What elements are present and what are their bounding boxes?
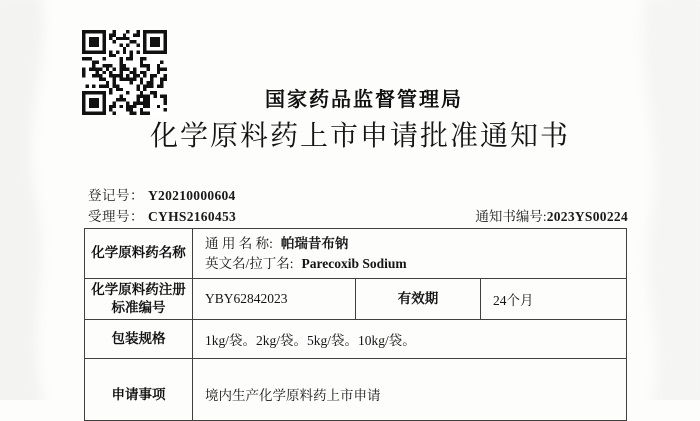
notice-number-line — [475, 205, 628, 225]
acceptance-value: CYHS2160453 — [148, 209, 237, 224]
generic-name-value: 帕瑞昔布钠 — [280, 235, 349, 251]
registration-number-line — [88, 184, 236, 204]
package-spec-label: 包装规格 — [85, 320, 193, 359]
document-title: 化学原料药上市申请批准通知书 — [149, 121, 570, 152]
table-row-package — [85, 320, 627, 359]
registration-value: Y20210000604 — [148, 188, 236, 203]
application-item-label: 申请事项 — [85, 359, 193, 421]
application-item-value: 境内生产化学原料药上市申请 — [193, 359, 627, 421]
api-name-label: 化学原料药名称 — [85, 229, 193, 279]
acceptance-label: 受理号： — [88, 209, 144, 224]
validity-label: 有效期 — [356, 279, 481, 320]
validity-value: 24个月 — [481, 279, 627, 320]
registration-label: 登记号： — [88, 188, 144, 203]
api-name-cell — [193, 229, 627, 279]
table-row-application — [85, 359, 627, 421]
table-row-standard — [85, 279, 627, 320]
approval-info-table — [84, 228, 627, 421]
agency-name: 国家药品监督管理局 — [265, 89, 463, 111]
english-name-label: 英文名/拉丁名: — [205, 255, 294, 271]
table-row-name — [85, 229, 627, 279]
generic-name-line — [205, 234, 618, 254]
acceptance-number-line — [88, 205, 236, 225]
standard-number-value: YBY62842023 — [193, 279, 356, 320]
english-name-line — [205, 254, 618, 274]
package-spec-value: 1kg/袋。2kg/袋。5kg/袋。10kg/袋。 — [193, 320, 627, 359]
standard-number-label — [85, 279, 193, 320]
standard-label-line2: 标准编号 — [111, 300, 166, 315]
notice-label: 通知书编号: — [475, 209, 547, 224]
notice-value: 2023YS00224 — [546, 209, 628, 224]
generic-name-label: 通 用 名 称: — [205, 235, 273, 251]
standard-label-line1: 化学原料药注册 — [91, 281, 186, 297]
english-name-value: Parecoxib Sodium — [301, 255, 407, 271]
